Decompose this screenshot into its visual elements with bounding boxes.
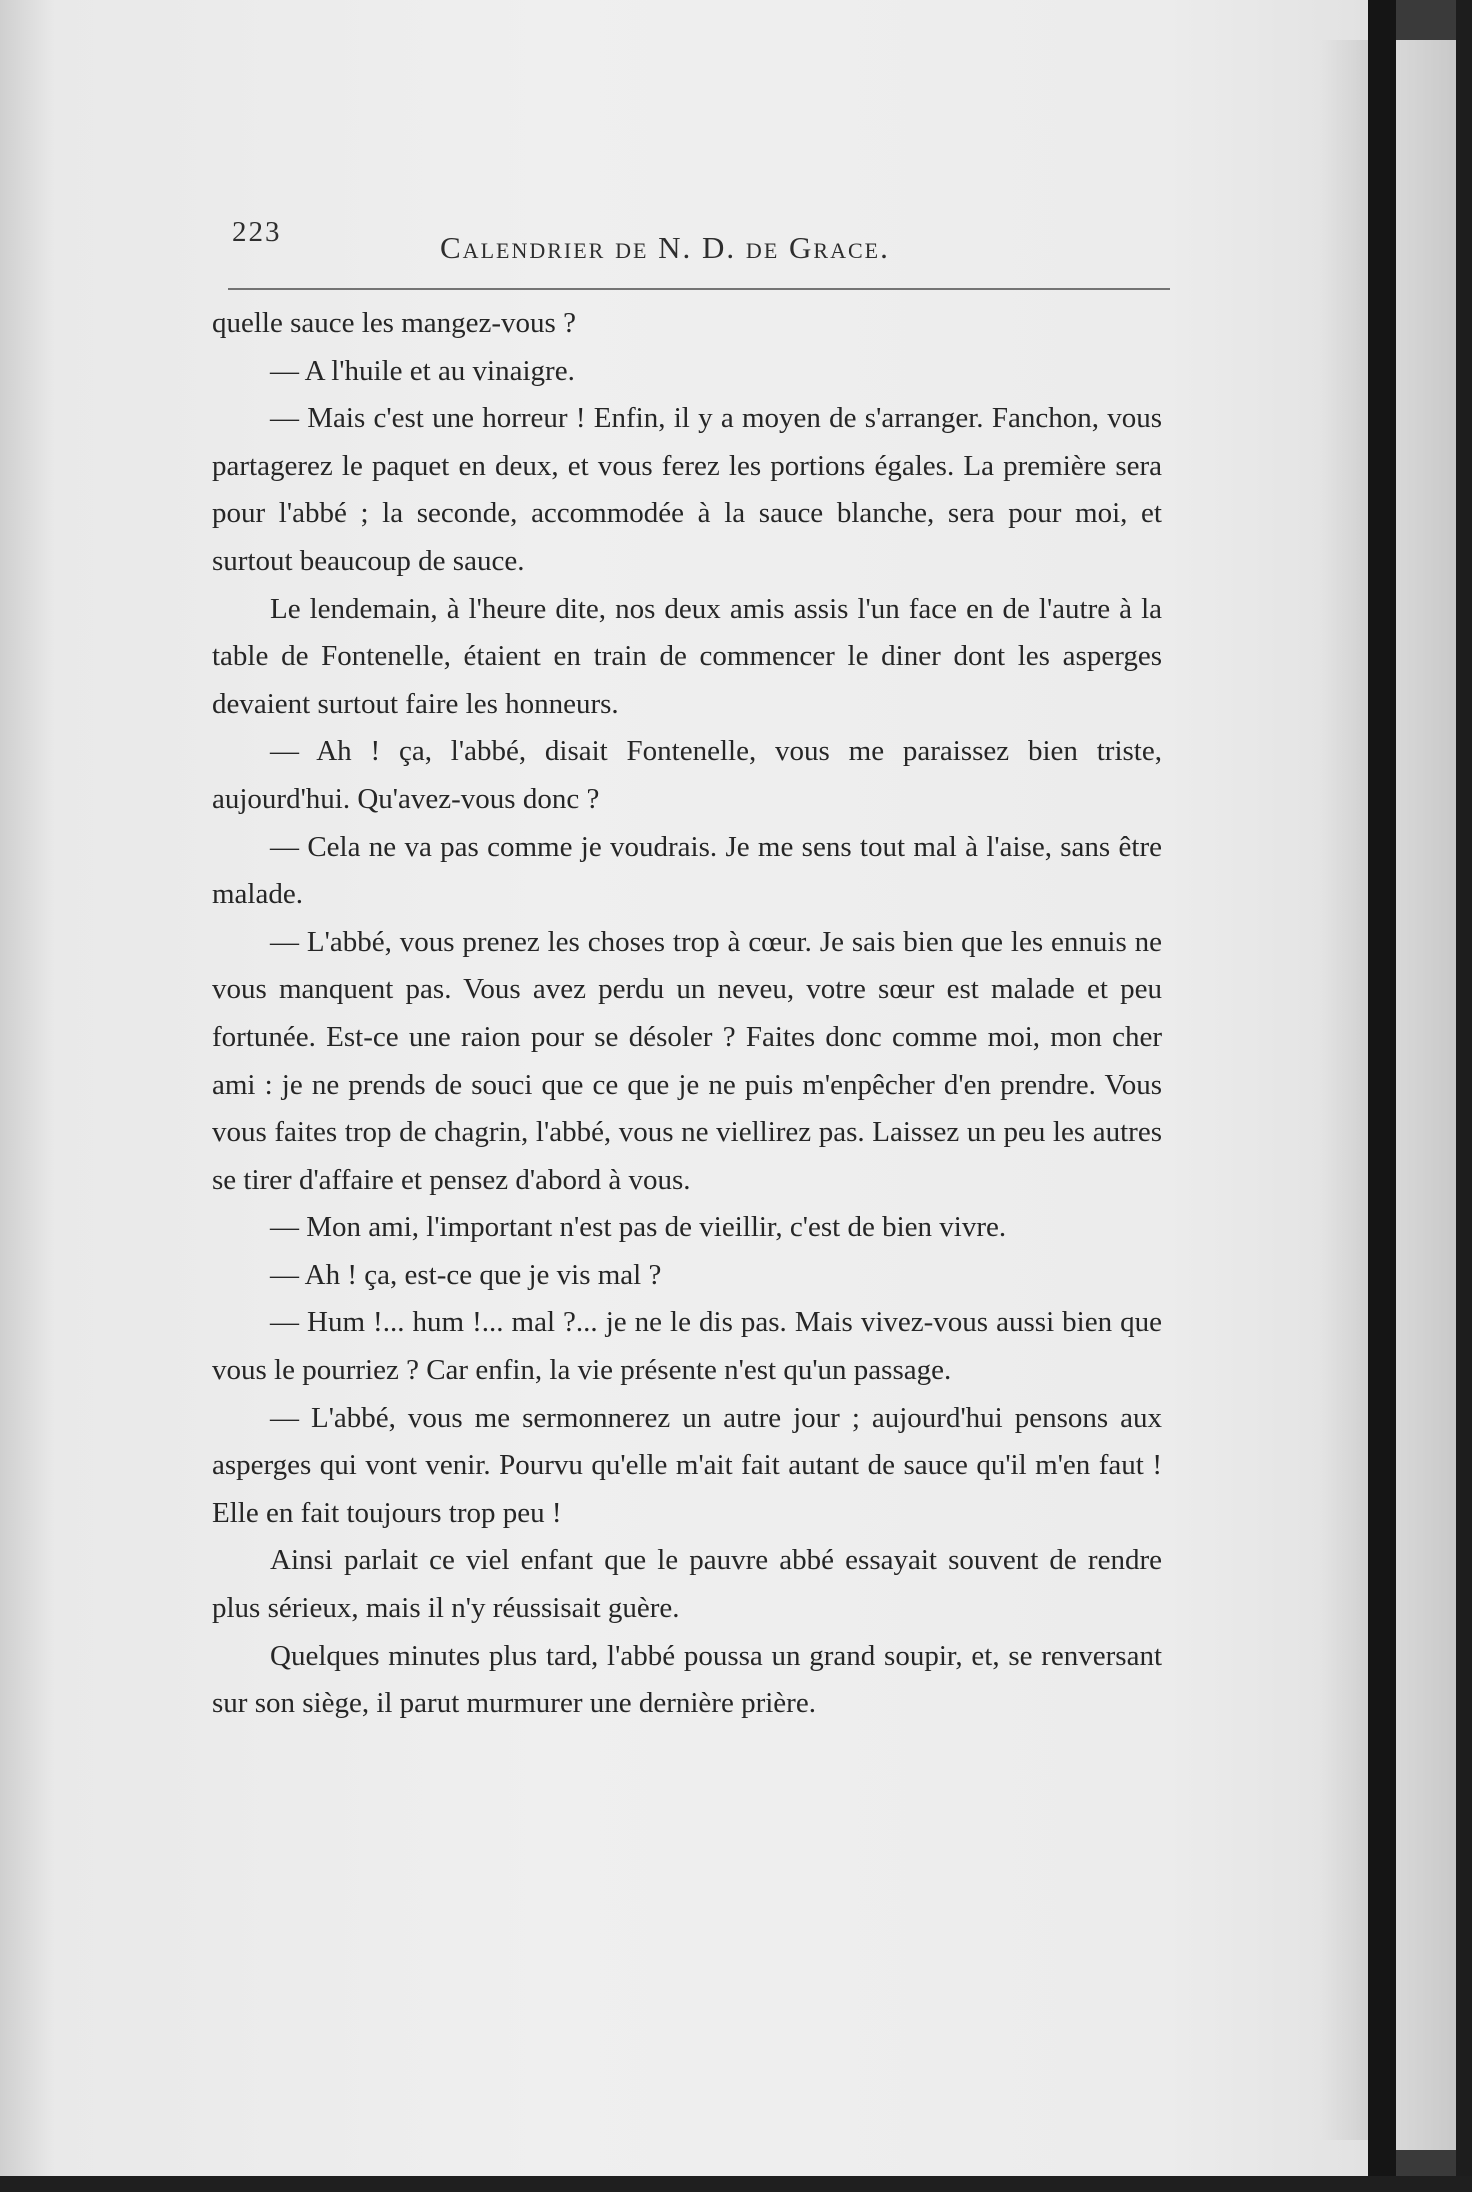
paragraph: — Mais c'est une horreur ! Enfin, il y a moyen de s'arranger. Fanchon, vous partagerez le paquet en deux, et vous ferez les portions égales. La première sera pour l'abbé ; la seconde, accommodée à la sauce blanche, sera pour moi, et surtout beaucoup de sauce. [212,402,1162,577]
page-number: 223 [232,216,282,248]
paragraph: — Hum !... hum !... mal ?... je ne le dis pas. Mais vivez-vous aussi bien que vous le pourriez ? Car enfin, la vie présente n'est qu'un passage. [212,1306,1162,1387]
paragraph: — Cela ne va pas comme je voudrais. Je me sens tout mal à l'aise, sans être malade. [212,830,1162,911]
book-spine [1368,0,1396,2192]
paragraph: Le lendemain, à l'heure dite, nos deux amis assis l'un face en de l'autre à la table de Fontenelle, étaient en train de commencer le diner dont les asperges devaient surtout faire les honneurs. [212,592,1162,720]
paragraph: Ainsi parlait ce viel enfant que le pauvre abbé essayait souvent de rendre plus sérieux, mais il n'y réussisait guère. [212,1544,1162,1625]
page-gutter-shadow [1318,40,1368,2140]
paragraph: — Ah ! ça, l'abbé, disait Fontenelle, vous me paraissez bien triste, aujourd'hui. Qu'avez-vous donc ? [212,735,1162,815]
paragraph: quelle sauce les mangez-vous ? [212,307,576,339]
paragraph: — L'abbé, vous prenez les choses trop à cœur. Je sais bien que les ennuis ne vous manquent pas. Vous avez perdu un neveu, votre sœur est malade et peu fortunée. Est-ce une raion pour se désoler ? Faites donc comme moi, mon cher ami : je ne prends de souci que ce que je ne puis m'enpêcher d'en prendre. Vous vous faites trop de chagrin, l'abbé, vous ne viellirez pas. Laissez un peu les autres se tirer d'affaire et pensez d'abord à vous. [212,925,1162,1196]
header-rule [228,288,1170,290]
paragraph: — L'abbé, vous me sermonnerez un autre jour ; aujourd'hui pensons aux asperges qui vont venir. Pourvu qu'elle m'ait fait autant de sauce qu'il m'en faut ! Elle en fait toujours trop peu ! [212,1401,1162,1529]
right-edge [1456,0,1472,2192]
paragraph: — Ah ! ça, est-ce que je vis mal ? [270,1258,662,1291]
facing-page-edge [1396,40,1456,2150]
paragraph: — A l'huile et au vinaigre. [270,354,575,387]
running-title: Calendrier de N. D. de Grace. [440,230,890,265]
body-text [212,300,1162,1728]
bottom-edge [0,2176,1472,2192]
paragraph: — Mon ami, l'important n'est pas de vieillir, c'est de bien vivre. [270,1211,1007,1244]
paragraph: Quelques minutes plus tard, l'abbé poussa un grand soupir, et, se renversant sur son siège, il parut murmurer une dernière prière. [212,1639,1162,1720]
running-header [232,216,1172,276]
